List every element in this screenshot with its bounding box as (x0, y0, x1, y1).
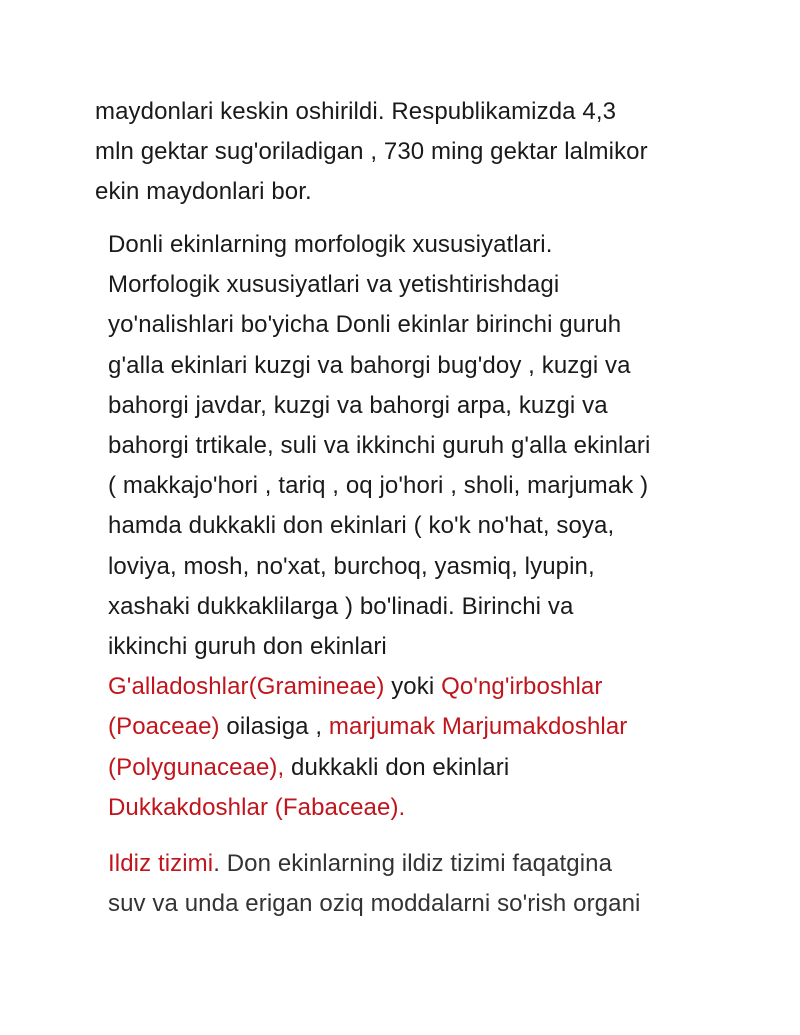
text-line: loviya, mosh, no'xat, burchoq, yasmiq, lyupin, (108, 552, 595, 580)
text-line: Morfologik xususiyatlari va yetishtirishdagi (108, 271, 560, 299)
text-line (108, 844, 748, 884)
text-fragment: yoki (384, 673, 442, 701)
text-line: bahorgi trtikale, suli va ikkinchi guruh g'alla ekinlari (108, 432, 651, 460)
text-line: yo'nalishlari bo'yicha Donli ekinlar birinchi guruh (108, 311, 622, 339)
text-fragment: dukkakli don ekinlari (284, 753, 510, 781)
paragraph-root-system (108, 844, 748, 924)
section-heading-highlight: Ildiz tizimi (108, 850, 214, 877)
text-line: mln gektar sug'oriladigan , 730 ming gektar lalmikor (95, 138, 648, 166)
text-line: hamda dukkakli don ekinlari ( ko'k no'hat, soya, (108, 512, 615, 540)
text-line: suv va unda erigan oziq moddalarni so'rish organi (108, 890, 641, 918)
text-fragment: oilasiga , (219, 713, 329, 741)
text-line: bahorgi javdar, kuzgi va bahorgi arpa, kuzgi va (108, 391, 608, 419)
family-name-highlight: (Poaceae) (108, 713, 220, 741)
text-fragment: . Don ekinlarning ildiz tizimi faqatgina (213, 850, 613, 877)
text-line: maydonlari keskin oshirildi. Respublikamizda 4,3 (95, 98, 617, 125)
family-name-highlight: marjumak Marjumakdoshlar (328, 713, 628, 741)
family-name-highlight: G'alladoshlar(Gramineae) (108, 673, 385, 701)
text-line (108, 667, 748, 707)
text-line: Donli ekinlarning morfologik xususiyatlari. (108, 231, 553, 258)
text-line: ikkinchi guruh don ekinlari (108, 633, 387, 661)
text-line: ( makkajo'hori , tariq , oq jo'hori , sholi, marjumak ) (108, 472, 649, 500)
text-line: ekin maydonlari bor. (95, 178, 312, 206)
text-line: g'alla ekinlari kuzgi va bahorgi bug'doy , kuzgi va (108, 351, 631, 379)
family-name-highlight: Qo'ng'irboshlar (441, 673, 603, 701)
paragraph-morphology (108, 225, 748, 828)
text-line (108, 707, 748, 747)
text-line (108, 788, 748, 828)
family-name-highlight: Dukkakdoshlar (Fabaceae). (108, 793, 406, 821)
paragraph-intro (95, 92, 715, 213)
text-line (108, 748, 748, 788)
family-name-highlight: (Polygunaceae), (108, 753, 285, 781)
text-line: xashaki dukkaklilarga ) bo'linadi. Birinchi va (108, 592, 574, 620)
